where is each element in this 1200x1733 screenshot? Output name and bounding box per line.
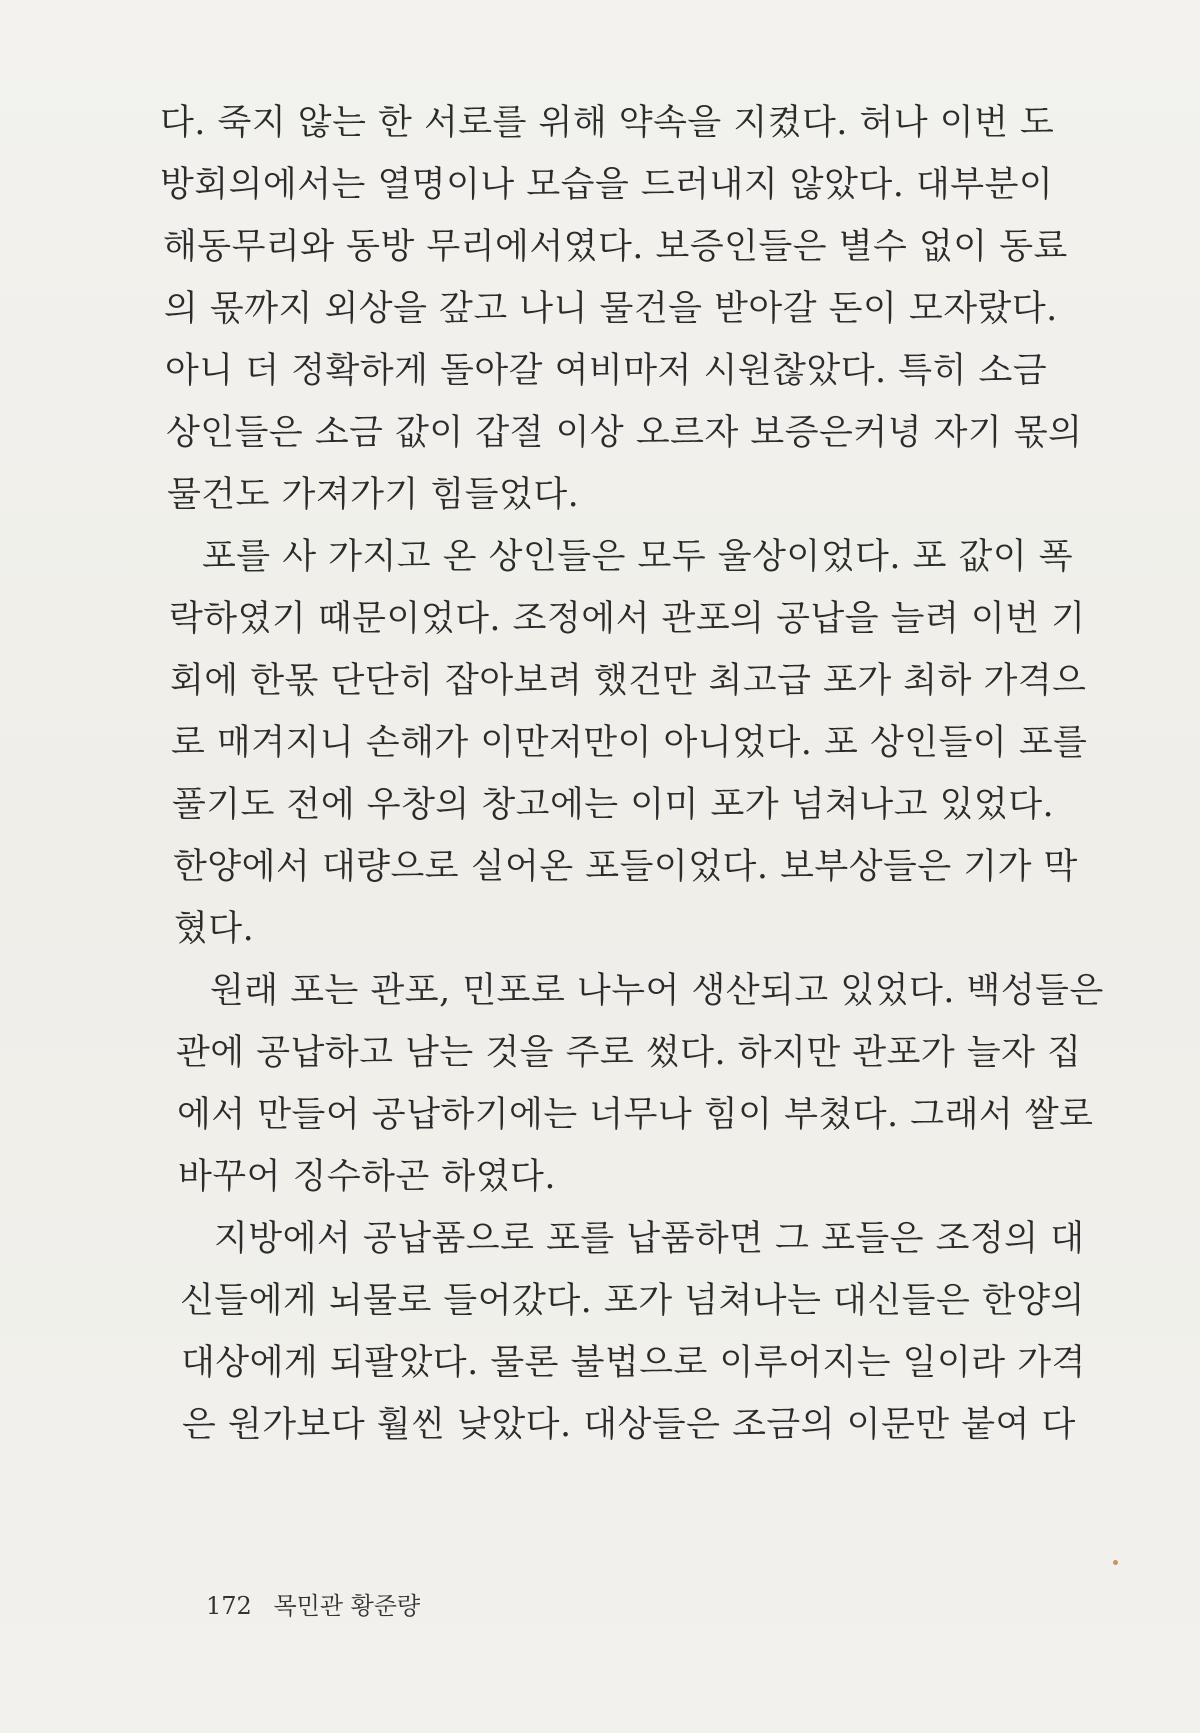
text-line: 한양에서 대량으로 실어온 포들이었다. 보부상들은 기가 막 [173,847,1078,887]
text-line: 대상에게 되팔았다. 물론 불법으로 이루어지는 일이라 가격 [181,1343,1086,1383]
text-line: 아니 더 정확하게 돌아갈 여비마저 시원찮았다. 특히 소금 [165,351,1048,391]
text-line: 로 매겨지니 손해가 이만저만이 아니었다. 포 상인들이 포를 [171,723,1088,763]
text-line: 포를 사 가지고 온 상인들은 모두 울상이었다. 포 값이 폭 [202,537,1074,577]
page-number: 172 [206,1592,252,1620]
text-line: 지방에서 공납품으로 포를 납품하면 그 포들은 조정의 대 [214,1219,1085,1259]
text-line: 의 몫까지 외상을 갚고 나니 물건을 받아갈 돈이 모자랐다. [164,289,1058,329]
text-line: 방회의에서는 열명이나 모습을 드러내지 않았다. 대부분이 [160,165,1054,205]
text-line: 에서 만들어 공납하기에는 너무나 힘이 부쳤다. 그래서 쌀로 [177,1095,1094,1135]
text-line: 혔다. [174,909,255,949]
text-line: 원래 포는 관포, 민포로 나누어 생산되고 있었다. 백성들은 [210,971,1104,1011]
text-line: 바꾸어 징수하곤 하였다. [178,1157,556,1197]
text-line: 다. 죽지 않는 한 서로를 위해 약속을 지켰다. 허나 이번 도 [160,103,1055,143]
text-line: 락하였기 때문이었다. 조정에서 관포의 공납을 늘려 이번 기 [169,599,1086,639]
running-title: 목민관 황준량 [273,1592,421,1620]
text-line: 회에 한몫 단단히 잡아보려 했건만 최고급 포가 최하 가격으 [170,661,1087,701]
text-line: 풀기도 전에 우창의 창고에는 이미 포가 넘쳐나고 있었다. [172,785,1055,825]
text-line: 은 원가보다 훨씬 낮았다. 대상들은 조금의 이문만 붙여 다 [182,1405,1076,1445]
body-text [160,92,1110,1456]
paper-speck [1113,1560,1118,1565]
text-line: 신들에게 뇌물로 들어갔다. 포가 넘쳐나는 대신들은 한양의 [180,1281,1085,1321]
page-footer [206,1586,420,1621]
text-line: 해동무리와 동방 무리에서였다. 보증인들은 별수 없이 동료 [163,227,1068,267]
text-line: 관에 공납하고 남는 것을 주로 썼다. 하지만 관포가 늘자 집 [176,1033,1082,1073]
text-line: 상인들은 소금 값이 갑절 이상 오르자 보증은커녕 자기 몫의 [166,413,1083,453]
text-line: 물건도 가져가기 힘들었다. [167,475,580,515]
